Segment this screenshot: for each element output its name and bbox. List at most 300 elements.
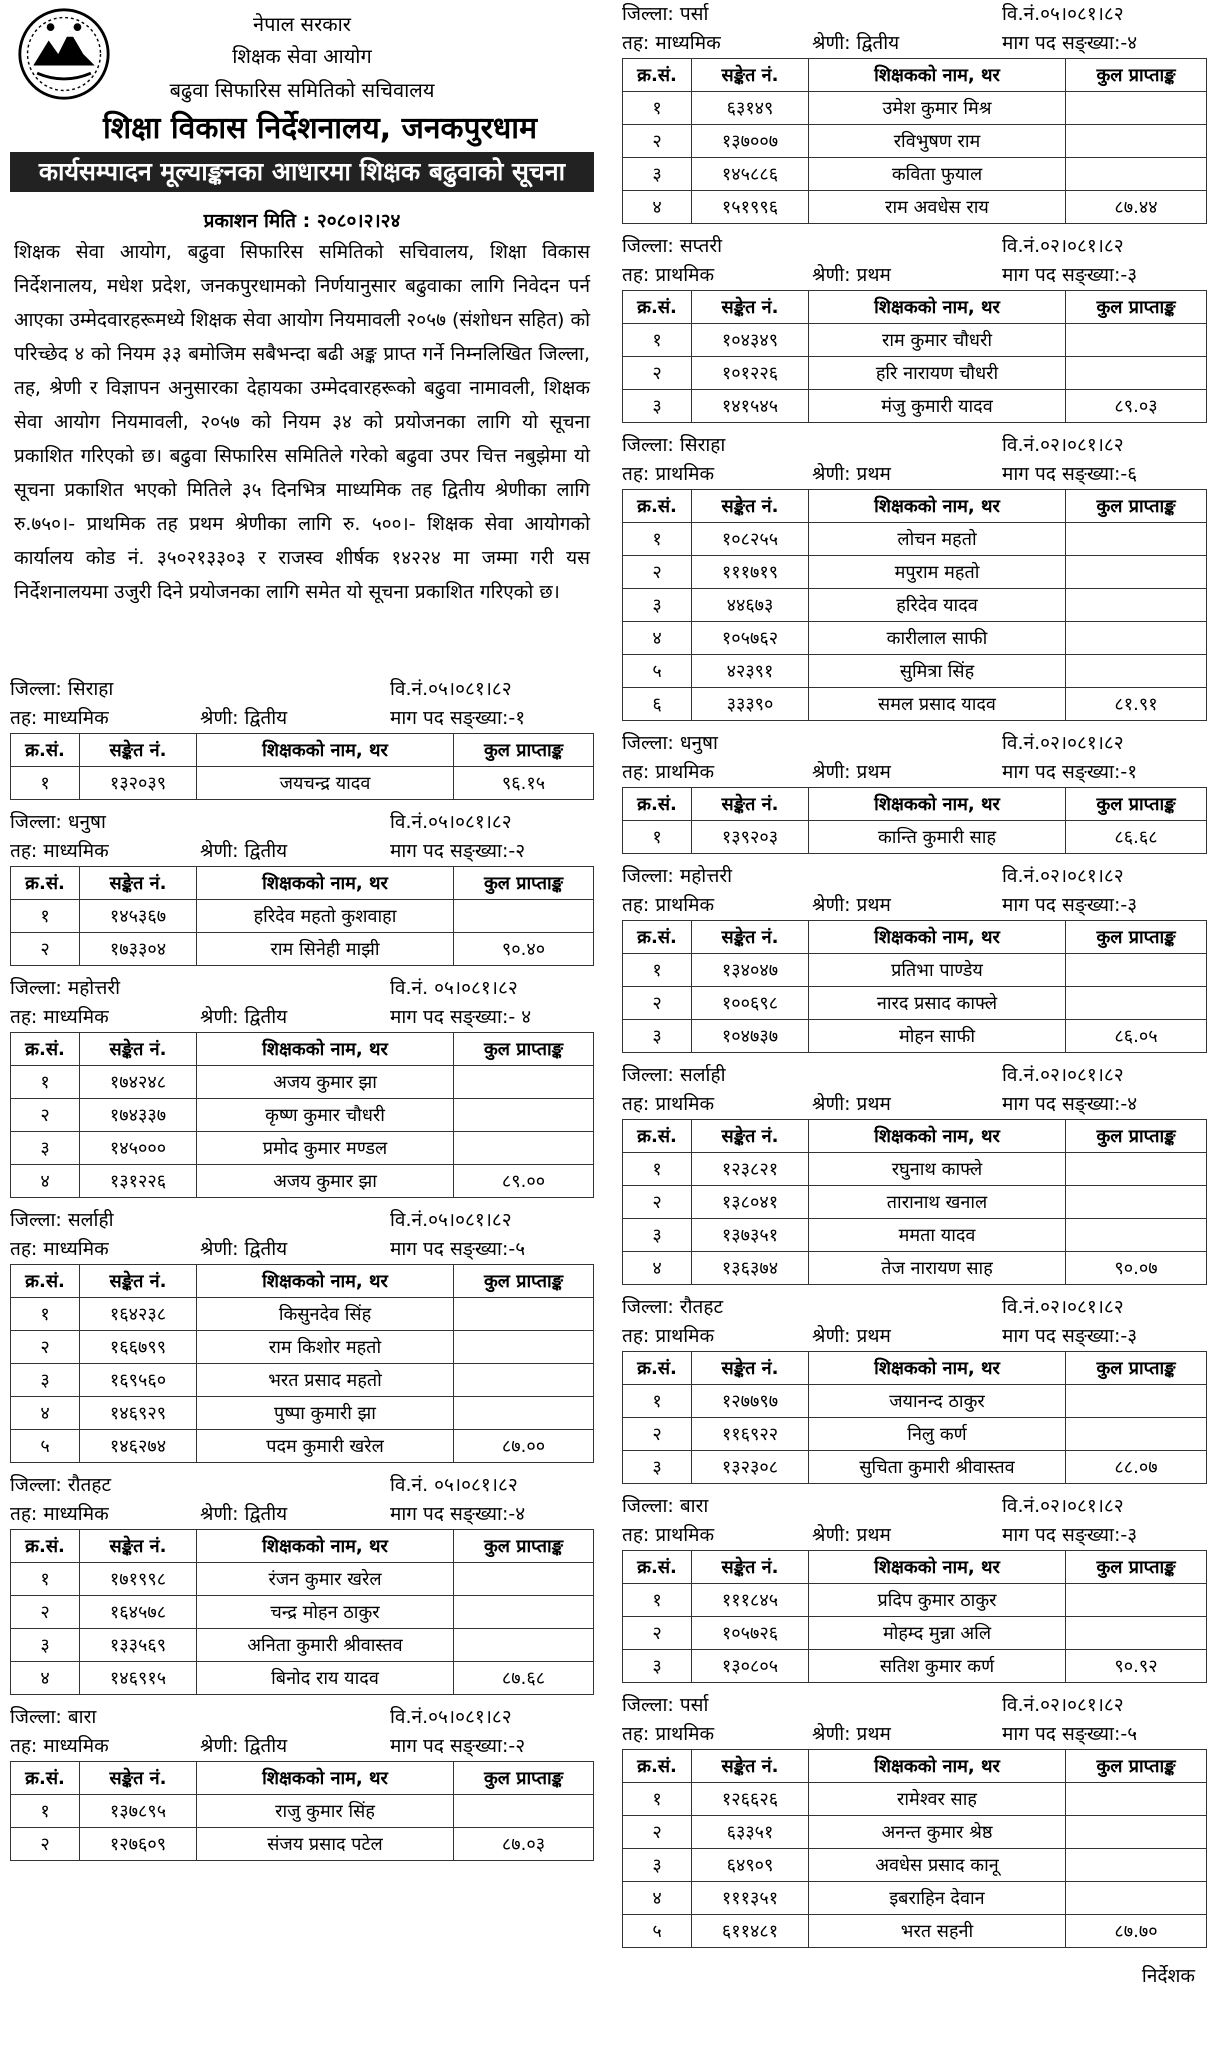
post-count: माग पद सङ्ख्या:-३ [1002,894,1138,916]
candidate-table [622,489,1207,721]
grade: श्रेणी: प्रथम [812,1524,891,1546]
table-cell [1066,523,1207,556]
column-header: सङ्केत नं. [692,921,809,954]
post-count: माग पद सङ्ख्या:-३ [1002,264,1138,286]
table-cell: समल प्रसाद यादव [809,688,1066,721]
column-header: क्र.सं. [11,734,80,767]
table-cell: मपुराम महतो [809,556,1066,589]
section-header-row2 [10,1003,594,1032]
table-cell: ३ [623,158,692,191]
table-row [623,622,1207,655]
table-cell: १३२३०८ [692,1451,809,1484]
column-header: शिक्षकको नाम, थर [809,1750,1066,1783]
table-cell: मोहम्द मुन्ना अलि [809,1617,1066,1650]
table-cell: १११८४५ [692,1584,809,1617]
column-header: शिक्षकको नाम, थर [809,1120,1066,1153]
section-header-row1 [622,862,1207,891]
ad-number: वि.नं.०२।०८१।८२ [1002,1296,1124,1318]
table-row [11,1795,594,1828]
table-cell: १३८०४१ [692,1186,809,1219]
table-cell: १११७१९ [692,556,809,589]
table-cell: ९०.९२ [1066,1650,1207,1683]
district-name: जिल्ला: धनुषा [10,811,106,833]
table-cell: ६ [623,688,692,721]
candidate-table [10,733,594,800]
table-row [623,1186,1207,1219]
section-header-row1 [10,1703,594,1732]
column-header: कुल प्राप्ताङ्क [1066,1551,1207,1584]
table-cell: १ [11,1563,80,1596]
section-header-row1 [622,232,1207,261]
signature: निर्देशक [1141,1965,1195,1987]
table-cell: कृष्ण कुमार चौधरी [197,1099,454,1132]
level: तह: माध्यमिक [10,1735,109,1757]
table-cell: १४५८८६ [692,158,809,191]
table-cell [454,1331,594,1364]
table-cell [1066,1153,1207,1186]
table-cell: ८७.७० [1066,1915,1207,1948]
table-cell [1066,125,1207,158]
header-line-government: नेपाल सरकार [253,12,351,36]
table-cell: ८९.०० [454,1165,594,1198]
column-header: सङ्केत नं. [80,1265,197,1298]
district-section [10,974,594,1206]
district-name: जिल्ला: सिराहा [622,434,726,456]
column-header: कुल प्राप्ताङ्क [1066,1352,1207,1385]
table-row [623,1584,1207,1617]
table-cell [1066,655,1207,688]
table-cell [1066,92,1207,125]
post-count: माग पद सङ्ख्या:-२ [390,840,526,862]
table-cell: ४२३९१ [692,655,809,688]
post-count: माग पद सङ्ख्या:-४ [390,1503,526,1525]
table-cell [454,1364,594,1397]
table-cell: ४ [11,1662,80,1695]
table-cell: ८७.०३ [454,1828,594,1861]
table-header-row [623,788,1207,821]
grade: श्रेणी: द्वितीय [200,1735,288,1757]
table-row [623,92,1207,125]
table-cell [1066,1418,1207,1451]
table-cell: १००६९८ [692,987,809,1020]
table-cell: ६११४८१ [692,1915,809,1948]
table-cell [454,1563,594,1596]
district-section [622,1061,1207,1293]
ad-number: वि.नं.०५।०८१।८२ [390,678,512,700]
grade: श्रेणी: प्रथम [812,1723,891,1745]
grade: श्रेणी: प्रथम [812,264,891,286]
table-cell: ९०.४० [454,933,594,966]
column-header: शिक्षकको नाम, थर [197,1762,454,1795]
table-cell: राम सिनेही माझी [197,933,454,966]
table-cell: १६९५६० [80,1364,197,1397]
table-row [11,1165,594,1198]
district-name: जिल्ला: पर्सा [622,3,709,25]
post-count: माग पद सङ्ख्या:-१ [1002,761,1138,783]
table-header-row [623,490,1207,523]
table-cell [1066,1882,1207,1915]
table-cell [1066,1186,1207,1219]
column-header: शिक्षकको नाम, थर [809,1352,1066,1385]
district-name: जिल्ला: पर्सा [622,1694,709,1716]
table-cell: २ [623,1186,692,1219]
table-cell: १३०८०५ [692,1650,809,1683]
district-name: जिल्ला: बारा [10,1706,97,1728]
table-cell: १२७७९७ [692,1385,809,1418]
table-header-row [11,734,594,767]
table-header-row [623,1352,1207,1385]
column-header: सङ्केत नं. [80,1762,197,1795]
table-cell: १२७६०९ [80,1828,197,1861]
section-header-row1 [622,0,1207,29]
table-cell: तेज नारायण साह [809,1252,1066,1285]
table-cell: ३३३९० [692,688,809,721]
column-header: क्र.सं. [623,59,692,92]
candidate-table [622,920,1207,1053]
section-header-row2 [622,1090,1207,1119]
column-header: सङ्केत नं. [80,1530,197,1563]
column-header: क्र.सं. [623,490,692,523]
candidate-table [10,1761,594,1861]
table-row [11,1596,594,1629]
district-name: जिल्ला: सर्लाही [622,1064,726,1086]
column-header: सङ्केत नं. [80,734,197,767]
column-header: कुल प्राप्ताङ्क [454,867,594,900]
level: तह: प्राथमिक [622,1325,715,1347]
table-row [623,589,1207,622]
table-row [11,1430,594,1463]
table-cell: ९०.०७ [1066,1252,1207,1285]
table-cell: जयानन्द ठाकुर [809,1385,1066,1418]
table-cell: अनिता कुमारी श्रीवास्तव [197,1629,454,1662]
level: तह: प्राथमिक [622,264,715,286]
column-header: क्र.सं. [11,1265,80,1298]
table-cell: अनन्त कुमार श्रेष्ठ [809,1816,1066,1849]
table-row [623,1153,1207,1186]
table-cell: १०४३४९ [692,324,809,357]
column-header: सङ्केत नं. [692,788,809,821]
table-row [11,933,594,966]
notice-header [10,0,594,195]
grade: श्रेणी: प्रथम [812,1325,891,1347]
table-row [623,1451,1207,1484]
table-cell: ५ [623,1915,692,1948]
table-cell: २ [11,1596,80,1629]
column-header: शिक्षकको नाम, थर [197,1530,454,1563]
post-count: माग पद सङ्ख्या:-२ [390,1735,526,1757]
table-cell: पदम कुमारी खरेल [197,1430,454,1463]
table-cell: मंजु कुमारी यादव [809,390,1066,423]
section-header-row1 [10,1206,594,1235]
level: तह: माध्यमिक [10,1503,109,1525]
table-cell: १६४२३८ [80,1298,197,1331]
table-cell: ४ [11,1165,80,1198]
column-header: कुल प्राप्ताङ्क [1066,490,1207,523]
table-cell: राम कुमार चौधरी [809,324,1066,357]
ad-number: वि.नं. ०५।०८१।८२ [390,1474,518,1496]
table-cell: उमेश कुमार मिश्र [809,92,1066,125]
table-cell: १०१२२६ [692,357,809,390]
table-cell: २ [623,1816,692,1849]
candidate-table [10,866,594,966]
column-header: कुल प्राप्ताङ्क [454,1530,594,1563]
section-header-row2 [622,29,1207,58]
table-cell: अवधेस प्रसाद कानू [809,1849,1066,1882]
section-header-row1 [10,808,594,837]
table-row [623,1816,1207,1849]
column-header: कुल प्राप्ताङ्क [454,1033,594,1066]
district-section [10,808,594,974]
column-header: क्र.सं. [623,1352,692,1385]
table-cell [1066,1816,1207,1849]
table-row [623,125,1207,158]
table-cell: २ [623,1617,692,1650]
table-cell: सुचिता कुमारी श्रीवास्तव [809,1451,1066,1484]
table-row [11,1132,594,1165]
table-cell: २ [623,125,692,158]
table-row [623,1617,1207,1650]
table-cell [1066,987,1207,1020]
table-cell: भरत सहनी [809,1915,1066,1948]
level: तह: माध्यमिक [10,1238,109,1260]
district-name: जिल्ला: रौतहट [10,1474,112,1496]
table-cell: जयचन्द्र यादव [197,767,454,800]
table-cell: १ [623,954,692,987]
table-cell: ३ [11,1629,80,1662]
table-cell: १३६३७४ [692,1252,809,1285]
table-cell: ८९.०३ [1066,390,1207,423]
table-cell: १ [623,92,692,125]
district-section [622,1492,1207,1691]
column-header: शिक्षकको नाम, थर [197,734,454,767]
table-cell: १ [623,1385,692,1418]
table-cell [454,1795,594,1828]
ad-number: वि.नं.०२।०८१।८२ [1002,865,1124,887]
table-cell: ८६.०५ [1066,1020,1207,1053]
table-cell [454,1066,594,1099]
table-row [11,1066,594,1099]
section-header-row1 [622,431,1207,460]
table-cell: ८८.०७ [1066,1451,1207,1484]
table-cell: ५ [623,655,692,688]
table-cell [454,1596,594,1629]
table-cell: ४ [623,622,692,655]
section-header-row2 [622,460,1207,489]
district-section [10,1206,594,1471]
section-header-row2 [622,261,1207,290]
column-header: सङ्केत नं. [692,1352,809,1385]
table-cell: ४ [11,1397,80,1430]
column-header: शिक्षकको नाम, थर [197,1033,454,1066]
district-name: जिल्ला: महोत्तरी [622,865,733,887]
district-section [622,1691,1207,1956]
table-cell: किसुनदेव सिंह [197,1298,454,1331]
table-cell: कारीलाल साफी [809,622,1066,655]
section-header-row2 [622,1720,1207,1749]
table-cell: १२६६२६ [692,1783,809,1816]
table-cell: १६४५७८ [80,1596,197,1629]
table-cell [454,1397,594,1430]
table-header-row [11,1265,594,1298]
table-cell: २ [623,1418,692,1451]
level: तह: प्राथमिक [622,894,715,916]
district-name: जिल्ला: सर्लाही [10,1209,114,1231]
table-cell: ८७.६८ [454,1662,594,1695]
column-header: कुल प्राप्ताङ्क [1066,291,1207,324]
column-header: क्र.सं. [623,1120,692,1153]
section-header-row2 [622,1521,1207,1550]
table-row [623,1783,1207,1816]
table-cell: १४५००० [80,1132,197,1165]
table-header-row [623,1750,1207,1783]
section-header-row2 [622,1322,1207,1351]
table-cell: २ [11,1331,80,1364]
ad-number: वि.नं.०२।०८१।८२ [1002,434,1124,456]
table-cell: मोहन साफी [809,1020,1066,1053]
table-cell [1066,589,1207,622]
column-header: कुल प्राप्ताङ्क [454,734,594,767]
column-header: सङ्केत नं. [692,1551,809,1584]
table-cell: १४५३६७ [80,900,197,933]
table-cell: १३७३५१ [692,1219,809,1252]
table-cell: १ [623,1783,692,1816]
level: तह: प्राथमिक [622,1093,715,1115]
candidate-table [622,58,1207,224]
table-cell: १०८२५५ [692,523,809,556]
grade: श्रेणी: प्रथम [812,1093,891,1115]
table-row [623,158,1207,191]
table-cell: रंजन कुमार खरेल [197,1563,454,1596]
column-header: कुल प्राप्ताङ्क [1066,788,1207,821]
district-name: जिल्ला: बारा [622,1495,709,1517]
candidate-table [10,1264,594,1463]
column-header: शिक्षकको नाम, थर [809,1551,1066,1584]
table-cell: १०५७२६ [692,1617,809,1650]
level: तह: प्राथमिक [622,761,715,783]
table-cell: १४६९१५ [80,1662,197,1695]
publish-date: प्रकाशन मिति : २०८०।२।२४ [203,210,401,232]
column-header: क्र.सं. [11,1530,80,1563]
table-row [623,1385,1207,1418]
table-cell: ८७.४४ [1066,191,1207,224]
column-header: सङ्केत नं. [692,291,809,324]
table-cell: प्रदिप कुमार ठाकुर [809,1584,1066,1617]
table-cell: ३ [623,1849,692,1882]
table-cell [1066,1849,1207,1882]
table-cell: सुमित्रा सिंह [809,655,1066,688]
table-cell [1066,1617,1207,1650]
post-count: माग पद सङ्ख्या:-३ [1002,1325,1138,1347]
table-row [11,1563,594,1596]
ad-number: वि.नं.०५।०८१।८२ [390,1706,512,1728]
table-cell [1066,1584,1207,1617]
table-header-row [623,59,1207,92]
post-count: माग पद सङ्ख्या:- ४ [390,1006,532,1028]
district-section [622,729,1207,862]
left-sections [10,675,594,1869]
table-cell: ९६.१५ [454,767,594,800]
post-count: माग पद सङ्ख्या:-३ [1002,1524,1138,1546]
table-cell: ३ [11,1364,80,1397]
table-cell: १३७८९५ [80,1795,197,1828]
ad-number: वि.नं.०२।०८१।८२ [1002,1495,1124,1517]
table-cell: ३ [623,1219,692,1252]
section-header-row1 [10,675,594,704]
table-header-row [623,291,1207,324]
table-row [623,324,1207,357]
column-header: शिक्षकको नाम, थर [197,1265,454,1298]
header-line-commission: शिक्षक सेवा आयोग [232,44,372,68]
column-header: सङ्केत नं. [692,1120,809,1153]
table-cell: १ [623,1153,692,1186]
table-cell: इबराहिन देवान [809,1882,1066,1915]
table-cell: भरत प्रसाद महतो [197,1364,454,1397]
district-section [622,1293,1207,1492]
column-header: सङ्केत नं. [80,1033,197,1066]
district-name: जिल्ला: रौतहट [622,1296,724,1318]
table-cell [1066,954,1207,987]
table-cell: १०५७६२ [692,622,809,655]
column-header: शिक्षकको नाम, थर [809,490,1066,523]
district-section [10,675,594,808]
table-cell: ३ [623,390,692,423]
ad-number: वि.नं.०५।०८१।८२ [390,811,512,833]
table-cell: ५ [11,1430,80,1463]
table-row [623,1252,1207,1285]
table-row [623,357,1207,390]
table-cell: सतिश कुमार कर्ण [809,1650,1066,1683]
table-cell: १७४३३७ [80,1099,197,1132]
table-row [623,1849,1207,1882]
column-header: क्र.सं. [623,1551,692,1584]
table-row [623,655,1207,688]
column-header: क्र.सं. [11,1762,80,1795]
district-name: जिल्ला: सिराहा [10,678,114,700]
table-cell: प्रमोद कुमार मण्डल [197,1132,454,1165]
table-cell [1066,1385,1207,1418]
table-cell: नारद प्रसाद काफ्ले [809,987,1066,1020]
table-cell: हरिदेव महतो कुशवाहा [197,900,454,933]
candidate-table [622,1550,1207,1683]
table-cell: १३७००७ [692,125,809,158]
table-cell: ६३३५१ [692,1816,809,1849]
table-cell [454,1298,594,1331]
table-cell: १ [623,324,692,357]
table-cell: ४ [623,1252,692,1285]
district-section [10,1471,594,1703]
column-header: क्र.सं. [11,1033,80,1066]
table-cell: ४ [623,1882,692,1915]
section-header-row1 [10,1471,594,1500]
district-name: जिल्ला: महोत्तरी [10,977,121,999]
table-cell: राम किशोर महतो [197,1331,454,1364]
table-cell: बिनोद राय यादव [197,1662,454,1695]
table-cell: अजय कुमार झा [197,1066,454,1099]
table-cell: १७१९९८ [80,1563,197,1596]
ad-number: वि.नं. ०५।०८१।८२ [390,977,518,999]
column-header: शिक्षकको नाम, थर [809,291,1066,324]
column-header: सङ्केत नं. [692,1750,809,1783]
section-header-row1 [622,1293,1207,1322]
table-cell: राम अवधेस राय [809,191,1066,224]
column-header: क्र.सं. [11,867,80,900]
table-cell: ३ [623,589,692,622]
column-header: क्र.सं. [623,921,692,954]
table-cell [1066,158,1207,191]
grade: श्रेणी: द्वितीय [200,707,288,729]
table-cell: संजय प्रसाद पटेल [197,1828,454,1861]
table-row [623,954,1207,987]
